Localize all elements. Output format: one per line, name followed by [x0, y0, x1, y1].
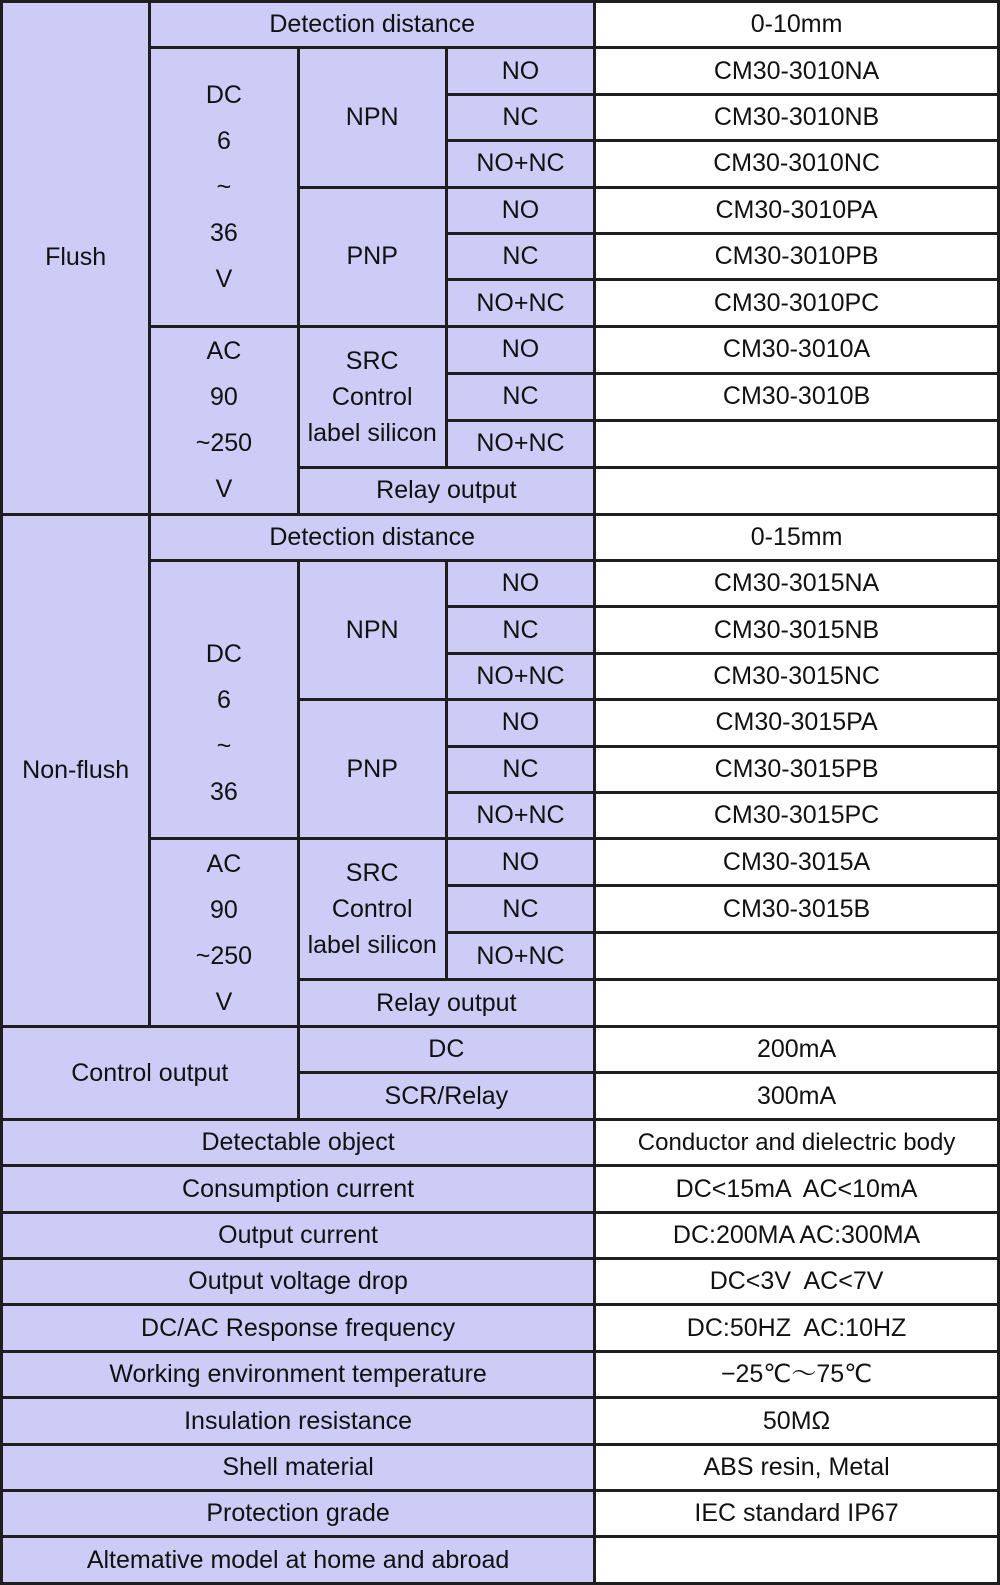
- spec-label: Detectable object: [3, 1121, 593, 1164]
- spec-value: −25℃～75℃: [596, 1353, 997, 1396]
- spec-value: 50MΩ: [596, 1399, 997, 1442]
- output-type: NO+NC: [448, 422, 593, 466]
- table-row: [3, 1121, 997, 1164]
- flush-pnp-label: PNP: [300, 189, 445, 325]
- output-type: NO+NC: [448, 934, 593, 978]
- non-flush-src-line: label silicon: [307, 931, 437, 960]
- flush-dc-line: V: [215, 265, 233, 294]
- model-number: CM30-3015PB: [596, 748, 997, 791]
- flush-detection-value: 0-10mm: [596, 3, 997, 46]
- spec-label: Output current: [3, 1214, 593, 1257]
- non-flush-ac-voltage: [151, 840, 296, 1025]
- output-type: NO: [448, 562, 593, 605]
- flush-ac-voltage: [151, 328, 296, 513]
- non-flush-ac-line: AC: [206, 849, 242, 878]
- model-number: CM30-3015B: [596, 887, 997, 931]
- model-number: CM30-3010B: [596, 375, 997, 419]
- flush-ac-line: 90: [210, 383, 238, 412]
- output-type: NC: [448, 887, 593, 931]
- non-flush-src-line: SRC: [345, 859, 399, 888]
- spec-label: Protection grade: [3, 1492, 593, 1535]
- model-number: CM30-3010PC: [596, 281, 997, 324]
- non-flush-ac-line: 90: [210, 895, 238, 924]
- spec-value: DC:200MA AC:300MA: [596, 1214, 997, 1257]
- model-number: CM30-3015A: [596, 840, 997, 884]
- model-number: CM30-3010NB: [596, 96, 997, 139]
- flush-dc-line: DC: [205, 81, 242, 110]
- non-flush-dc-line: 36: [210, 777, 238, 806]
- flush-dc-line: 6: [216, 127, 231, 156]
- table-row: [3, 840, 997, 884]
- output-type: NO: [448, 189, 593, 232]
- output-type: NO: [448, 49, 593, 92]
- output-type: NO+NC: [448, 142, 593, 185]
- output-type: NC: [448, 608, 593, 651]
- control-output-label: Control output: [3, 1028, 297, 1118]
- output-type: NC: [448, 375, 593, 419]
- non-flush-dc-voltage: [151, 562, 296, 837]
- flush-npn-label: NPN: [300, 49, 445, 185]
- model-number: [596, 422, 997, 466]
- control-output-type: SCR/Relay: [300, 1074, 594, 1117]
- model-number: CM30-3015NB: [596, 608, 997, 651]
- flush-src-line: SRC: [345, 346, 399, 375]
- spec-value: DC:50HZ AC:10HZ: [596, 1306, 997, 1349]
- table-row: [3, 1260, 997, 1303]
- model-number: CM30-3015PA: [596, 701, 997, 744]
- output-type: NC: [448, 748, 593, 791]
- table-row: [3, 1446, 997, 1489]
- model-number: CM30-3010A: [596, 328, 997, 372]
- spec-label: Working environment temperature: [3, 1353, 593, 1396]
- non-flush-src-line: Control: [331, 895, 413, 924]
- table-row: [3, 516, 997, 559]
- flush-dc-line: 36: [210, 219, 238, 248]
- flush-ac-line: AC: [206, 337, 242, 366]
- non-flush-npn-label: NPN: [300, 562, 445, 698]
- table-row: [3, 1167, 997, 1210]
- output-type: NO+NC: [448, 281, 593, 324]
- model-number: CM30-3010PA: [596, 189, 997, 232]
- model-number: CM30-3010NA: [596, 49, 997, 92]
- non-flush-src-label: [300, 840, 445, 978]
- spec-value: DC<3V AC<7V: [596, 1260, 997, 1303]
- spec-value: DC<15mA AC<10mA: [596, 1167, 997, 1210]
- spec-value: ABS resin, Metal: [596, 1446, 997, 1489]
- table-row: [3, 1214, 997, 1257]
- model-number: CM30-3015PC: [596, 794, 997, 837]
- output-type: NO+NC: [448, 794, 593, 837]
- spec-label: Altemative model at home and abroad: [3, 1538, 593, 1582]
- flush-label: Flush: [3, 3, 148, 513]
- flush-src-line: label silicon: [307, 418, 437, 447]
- control-output-value: 200mA: [596, 1028, 997, 1071]
- table-row: [3, 1306, 997, 1349]
- flush-relay-label: Relay output: [300, 469, 594, 513]
- spec-label: Shell material: [3, 1446, 593, 1489]
- non-flush-relay-label: Relay output: [300, 981, 594, 1025]
- model-number: [596, 981, 997, 1025]
- output-type: NO: [448, 701, 593, 744]
- flush-ac-line: ~250: [195, 429, 253, 458]
- model-number: [596, 934, 997, 978]
- model-number: CM30-3010PB: [596, 235, 997, 278]
- spec-value: [596, 1538, 997, 1582]
- flush-detection-label: Detection distance: [151, 3, 593, 46]
- model-number: CM30-3015NC: [596, 655, 997, 698]
- flush-src-label: [300, 328, 445, 466]
- table-row: [3, 1028, 997, 1071]
- model-number: CM30-3015NA: [596, 562, 997, 605]
- flush-dc-line: ~: [216, 173, 232, 202]
- flush-dc-voltage: [151, 49, 296, 324]
- spec-label: Output voltage drop: [3, 1260, 593, 1303]
- table-row: [3, 1492, 997, 1535]
- output-type: NO+NC: [448, 655, 593, 698]
- spec-label: Insulation resistance: [3, 1399, 593, 1442]
- output-type: NO: [448, 328, 593, 372]
- output-type: NC: [448, 96, 593, 139]
- model-number: CM30-3010NC: [596, 142, 997, 185]
- non-flush-dc-line: ~: [216, 731, 232, 760]
- non-flush-dc-line: 6: [216, 685, 231, 714]
- non-flush-ac-line: ~250: [195, 941, 253, 970]
- spec-label: DC/AC Response frequency: [3, 1306, 593, 1349]
- non-flush-detection-value: 0-15mm: [596, 516, 997, 559]
- output-type: NC: [448, 235, 593, 278]
- non-flush-pnp-label: PNP: [300, 701, 445, 837]
- control-output-type: DC: [300, 1028, 594, 1071]
- spec-value: IEC standard IP67: [596, 1492, 997, 1535]
- flush-ac-line: V: [215, 475, 233, 504]
- table-row: [3, 1353, 997, 1396]
- non-flush-ac-line: V: [215, 987, 233, 1016]
- table-row: [3, 1538, 997, 1582]
- flush-src-line: Control: [331, 382, 413, 411]
- non-flush-dc-line: DC: [205, 639, 242, 668]
- non-flush-detection-label: Detection distance: [151, 516, 593, 559]
- control-output-value: 300mA: [596, 1074, 997, 1117]
- table-row: [3, 49, 997, 92]
- table-row: [3, 3, 997, 46]
- spec-value: Conductor and dielectric body: [596, 1121, 997, 1164]
- output-type: NO: [448, 840, 593, 884]
- table-row: [3, 1399, 997, 1442]
- table-row: [3, 328, 997, 372]
- spec-label: Consumption current: [3, 1167, 593, 1210]
- table-row: [3, 562, 997, 605]
- model-number: [596, 469, 997, 513]
- non-flush-label: Non-flush: [3, 516, 148, 1026]
